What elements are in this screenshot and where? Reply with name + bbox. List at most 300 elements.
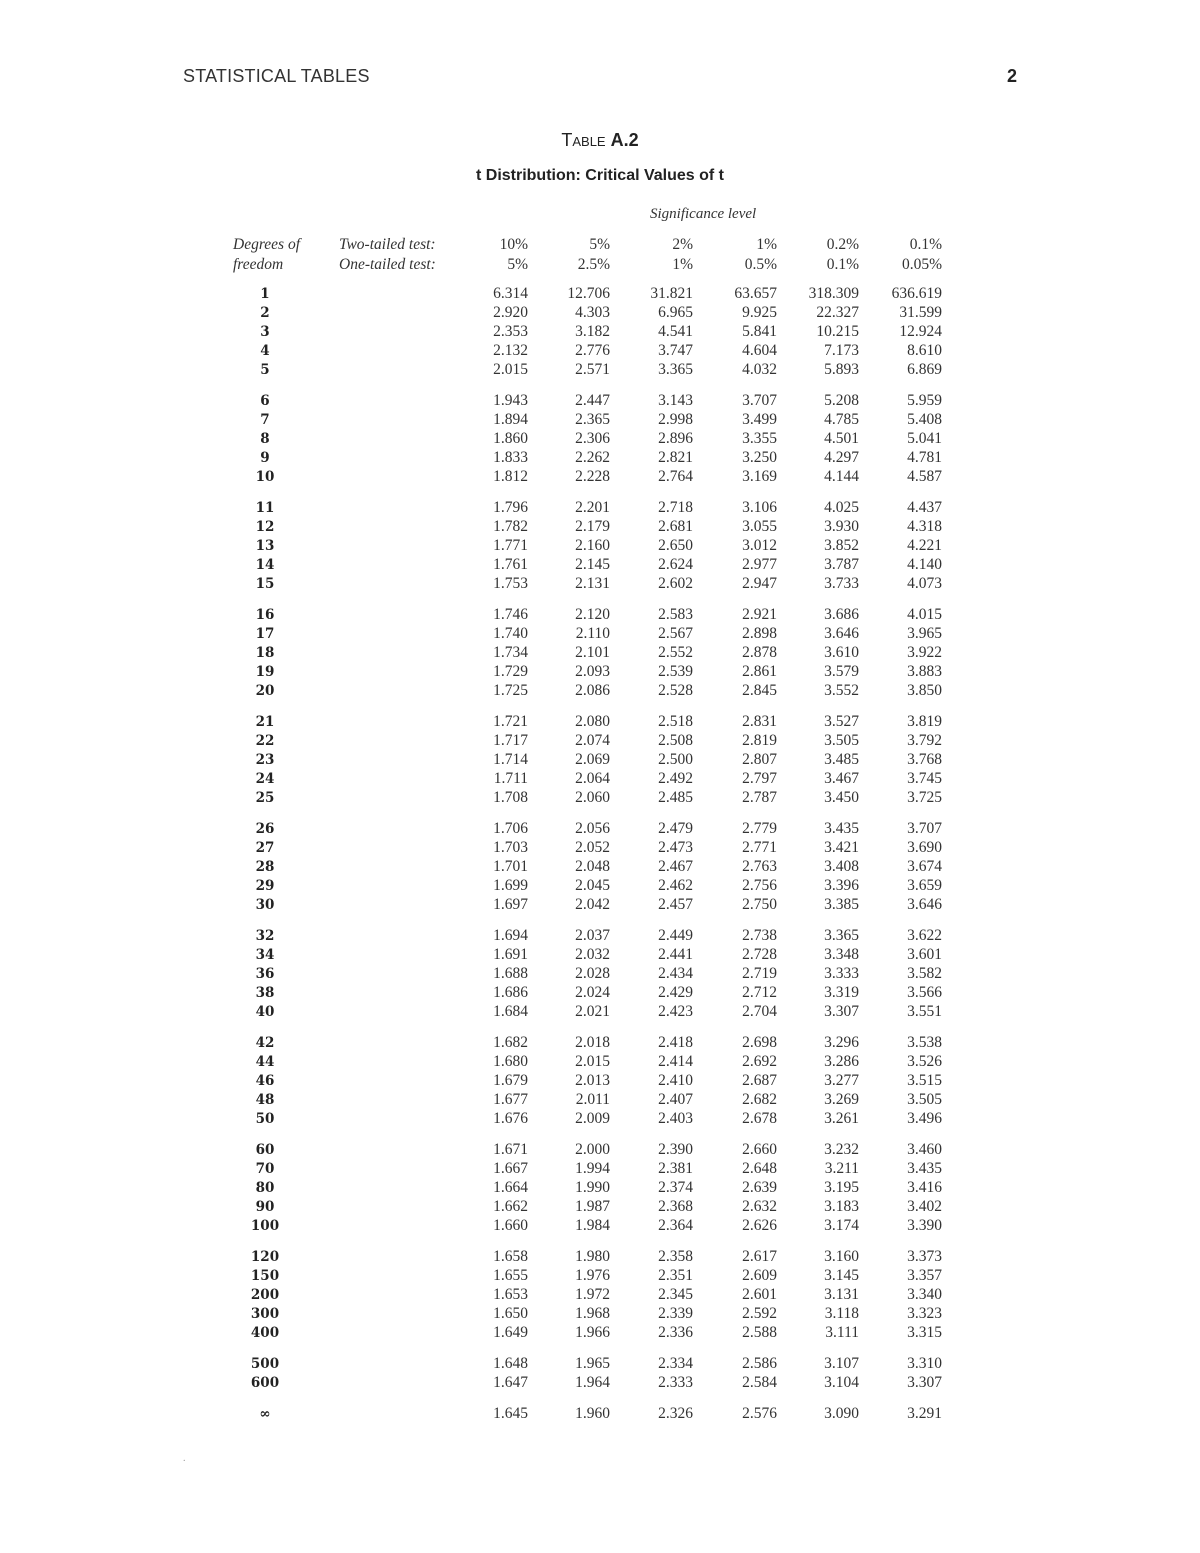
critical-value-cell: 3.552: [824, 682, 859, 699]
critical-value-cell: 3.261: [824, 1110, 859, 1127]
significance-level-label: Significance level: [650, 206, 757, 222]
critical-value-cell: 4.604: [742, 342, 777, 359]
critical-value-cell: 3.435: [907, 1160, 942, 1177]
critical-value-cell: 12.706: [567, 285, 610, 302]
critical-value-cell: 3.883: [907, 663, 942, 680]
critical-value-cell: 2.457: [658, 896, 693, 913]
critical-value-cell: 1.679: [493, 1072, 528, 1089]
critical-value-cell: 3.232: [824, 1141, 859, 1158]
critical-value-cell: 1.684: [493, 1003, 528, 1020]
critical-value-cell: 636.619: [891, 285, 942, 302]
critical-value-cell: 1.990: [575, 1179, 610, 1196]
critical-value-cell: 3.601: [907, 946, 942, 963]
df-label-line1: Degrees of: [233, 236, 301, 253]
df-label-line2: freedom: [233, 256, 284, 273]
df-value: 12: [255, 519, 275, 535]
critical-value-cell: 3.315: [907, 1324, 942, 1341]
critical-value-cell: 2.467: [658, 858, 693, 875]
critical-value-cell: 3.485: [824, 751, 859, 768]
critical-value-cell: 1.987: [575, 1198, 610, 1215]
critical-value-cell: 2.414: [658, 1053, 693, 1070]
critical-value-cell: 2.262: [575, 449, 610, 466]
critical-value-cell: 8.610: [907, 342, 942, 359]
critical-value-cell: 1.706: [493, 820, 528, 837]
df-value: 24: [255, 771, 275, 787]
critical-value-cell: 3.183: [824, 1198, 859, 1215]
critical-value-cell: 3.174: [824, 1217, 859, 1234]
critical-value-cell: 2.052: [575, 839, 610, 856]
critical-value-cell: 1.671: [493, 1141, 528, 1158]
df-value: 42: [255, 1035, 275, 1051]
critical-value-cell: 3.922: [907, 644, 942, 661]
critical-value-cell: 3.582: [907, 965, 942, 982]
one-tailed-level: 0.05%: [901, 256, 942, 273]
df-value: 21: [255, 714, 275, 730]
df-value: 7: [260, 412, 270, 428]
critical-value-cell: 2.228: [575, 468, 610, 485]
critical-value-cell: 3.182: [575, 323, 610, 340]
critical-value-cell: 4.587: [907, 468, 942, 485]
critical-value-cell: 3.348: [824, 946, 859, 963]
critical-value-cell: 1.965: [575, 1355, 610, 1372]
critical-value-cell: 2.374: [658, 1179, 693, 1196]
df-value: 10: [255, 469, 275, 485]
critical-value-cell: 2.718: [658, 499, 693, 516]
table-subtitle: t Distribution: Critical Values of t: [475, 167, 725, 184]
critical-value-cell: 1.653: [493, 1286, 528, 1303]
critical-value-cell: 1.725: [493, 682, 528, 699]
critical-value-cell: 2.485: [658, 789, 693, 806]
critical-value-cell: 2.110: [575, 625, 610, 642]
page-header-title: STATISTICAL TABLES: [183, 66, 370, 86]
critical-value-cell: 2.179: [575, 518, 610, 535]
critical-value-cell: 2.345: [658, 1286, 693, 1303]
critical-value-cell: 5.041: [907, 430, 942, 447]
df-value: 26: [255, 821, 275, 837]
df-value: 23: [255, 752, 275, 768]
critical-value-cell: 4.303: [575, 304, 610, 321]
critical-value-cell: 2.998: [658, 411, 693, 428]
critical-value-cell: 2.738: [742, 927, 777, 944]
critical-value-cell: 2.728: [742, 946, 777, 963]
critical-value-cell: 1.943: [493, 392, 528, 409]
critical-value-cell: 2.015: [575, 1053, 610, 1070]
critical-value-cell: 3.319: [824, 984, 859, 1001]
df-value: 4: [260, 343, 270, 359]
critical-value-cell: 2.639: [742, 1179, 777, 1196]
critical-value-cell: 3.416: [907, 1179, 942, 1196]
one-tailed-label: One-tailed test:: [339, 256, 436, 273]
critical-value-cell: 2.339: [658, 1305, 693, 1322]
critical-value-cell: 3.819: [907, 713, 942, 730]
critical-value-cell: 4.025: [824, 499, 859, 516]
critical-value-cell: 2.101: [575, 644, 610, 661]
critical-value-cell: 3.131: [824, 1286, 859, 1303]
critical-value-cell: 3.118: [824, 1305, 859, 1322]
critical-value-cell: 1.686: [493, 984, 528, 1001]
critical-value-cell: 2.015: [493, 361, 528, 378]
critical-value-cell: 2.358: [658, 1248, 693, 1265]
df-value: 90: [255, 1199, 275, 1215]
critical-value-cell: 2.333: [658, 1374, 693, 1391]
critical-value-cell: 1.694: [493, 927, 528, 944]
critical-value-cell: 2.429: [658, 984, 693, 1001]
critical-value-cell: 2.878: [742, 644, 777, 661]
critical-value-cell: 2.418: [658, 1034, 693, 1051]
critical-value-cell: 3.505: [824, 732, 859, 749]
critical-value-cell: 2.131: [575, 575, 610, 592]
df-value: 13: [255, 538, 275, 554]
critical-value-cell: 2.060: [575, 789, 610, 806]
critical-value-cell: 1.676: [493, 1110, 528, 1127]
df-value: 6: [260, 393, 270, 409]
two-tailed-level: 0.1%: [909, 236, 942, 253]
critical-value-cell: 2.364: [658, 1217, 693, 1234]
critical-value-cell: 2.698: [742, 1034, 777, 1051]
critical-value-cell: 2.632: [742, 1198, 777, 1215]
critical-value-cell: 2.602: [658, 575, 693, 592]
critical-value-cell: 3.850: [907, 682, 942, 699]
critical-value-cell: 3.551: [907, 1003, 942, 1020]
critical-value-cell: 3.291: [907, 1405, 942, 1422]
critical-value-cell: 2.132: [493, 342, 528, 359]
df-value: 50: [255, 1111, 275, 1127]
critical-value-cell: 3.365: [658, 361, 693, 378]
critical-value-cell: 1.972: [575, 1286, 610, 1303]
critical-value-cell: 2.648: [742, 1160, 777, 1177]
critical-value-cell: 2.719: [742, 965, 777, 982]
critical-value-cell: 1.703: [493, 839, 528, 856]
critical-value-cell: 2.145: [575, 556, 610, 573]
critical-value-cell: 1.711: [493, 770, 528, 787]
critical-value-cell: 2.080: [575, 713, 610, 730]
table-title-id: A.2: [610, 130, 639, 150]
critical-value-cell: 2.552: [658, 644, 693, 661]
critical-value-cell: 3.686: [824, 606, 859, 623]
critical-value-cell: 2.201: [575, 499, 610, 516]
df-value: 8: [260, 431, 270, 447]
critical-value-cell: 4.501: [824, 430, 859, 447]
critical-value-cell: 3.467: [824, 770, 859, 787]
critical-value-cell: 1.648: [493, 1355, 528, 1372]
critical-value-cell: 1.782: [493, 518, 528, 535]
df-value: 18: [255, 645, 275, 661]
critical-value-cell: 5.959: [907, 392, 942, 409]
critical-value-cell: 2.588: [742, 1324, 777, 1341]
df-value: 200: [250, 1287, 280, 1303]
critical-value-cell: 2.423: [658, 1003, 693, 1020]
critical-value-cell: 1.729: [493, 663, 528, 680]
two-tailed-level: 1%: [756, 236, 777, 253]
critical-value-cell: 2.861: [742, 663, 777, 680]
one-tailed-level: 0.1%: [826, 256, 859, 273]
critical-value-cell: 2.064: [575, 770, 610, 787]
critical-value-cell: 2.764: [658, 468, 693, 485]
critical-value-cell: 63.657: [734, 285, 777, 302]
critical-value-cell: 2.567: [658, 625, 693, 642]
critical-value-cell: 2.821: [658, 449, 693, 466]
critical-value-cell: 3.538: [907, 1034, 942, 1051]
critical-value-cell: 2.592: [742, 1305, 777, 1322]
df-value: 11: [255, 500, 275, 516]
critical-value-cell: 2.441: [658, 946, 693, 963]
critical-value-cell: 2.074: [575, 732, 610, 749]
critical-value-cell: 1.708: [493, 789, 528, 806]
critical-value-cell: 3.792: [907, 732, 942, 749]
critical-value-cell: 1.984: [575, 1217, 610, 1234]
critical-value-cell: 2.750: [742, 896, 777, 913]
critical-value-cell: 3.269: [824, 1091, 859, 1108]
critical-value-cell: 2.921: [742, 606, 777, 623]
df-value: 16: [255, 607, 275, 623]
critical-value-cell: 2.390: [658, 1141, 693, 1158]
critical-value-cell: 3.211: [824, 1160, 859, 1177]
critical-value-cell: 2.045: [575, 877, 610, 894]
critical-value-cell: 4.781: [907, 449, 942, 466]
df-value: 44: [255, 1054, 275, 1070]
critical-value-cell: 5.208: [824, 392, 859, 409]
critical-value-cell: 5.893: [824, 361, 859, 378]
critical-value-cell: 1.894: [493, 411, 528, 428]
table-title: [0, 130, 1200, 151]
df-value: 400: [250, 1325, 280, 1341]
critical-value-cell: 2.024: [575, 984, 610, 1001]
critical-value-cell: 2.368: [658, 1198, 693, 1215]
critical-value-cell: 3.195: [824, 1179, 859, 1196]
critical-value-cell: 2.712: [742, 984, 777, 1001]
critical-value-cell: 3.286: [824, 1053, 859, 1070]
critical-value-cell: 2.586: [742, 1355, 777, 1372]
critical-value-cell: 1.701: [493, 858, 528, 875]
one-tailed-level: 5%: [507, 256, 528, 273]
critical-value-cell: 1.662: [493, 1198, 528, 1215]
critical-value-cell: 2.650: [658, 537, 693, 554]
critical-value-cell: 3.277: [824, 1072, 859, 1089]
critical-value-cell: 2.407: [658, 1091, 693, 1108]
critical-value-cell: 4.140: [907, 556, 942, 573]
critical-value-cell: 1.796: [493, 499, 528, 516]
critical-value-cell: 1.647: [493, 1374, 528, 1391]
critical-value-cell: 3.385: [824, 896, 859, 913]
critical-value-cell: 2.682: [742, 1091, 777, 1108]
critical-value-cell: 2.920: [493, 304, 528, 321]
critical-value-cell: 2.776: [575, 342, 610, 359]
critical-value-cell: 3.768: [907, 751, 942, 768]
critical-value-cell: 3.505: [907, 1091, 942, 1108]
critical-value-cell: 2.403: [658, 1110, 693, 1127]
critical-value-cell: 2.583: [658, 606, 693, 623]
critical-value-cell: 2.000: [575, 1141, 610, 1158]
critical-value-cell: 2.479: [658, 820, 693, 837]
two-tailed-level: 0.2%: [826, 236, 859, 253]
critical-value-cell: 3.373: [907, 1248, 942, 1265]
critical-value-cell: 5.408: [907, 411, 942, 428]
critical-value-cell: 3.747: [658, 342, 693, 359]
critical-value-cell: 1.714: [493, 751, 528, 768]
page-number: 2: [1006, 66, 1017, 86]
critical-value-cell: 2.977: [742, 556, 777, 573]
critical-value-cell: 3.499: [742, 411, 777, 428]
critical-value-cell: 3.421: [824, 839, 859, 856]
two-tailed-level: 5%: [589, 236, 610, 253]
critical-value-cell: 3.402: [907, 1198, 942, 1215]
critical-value-cell: 3.610: [824, 644, 859, 661]
critical-value-cell: 3.296: [824, 1034, 859, 1051]
df-value: 500: [250, 1356, 280, 1372]
df-value: 70: [255, 1161, 275, 1177]
critical-value-cell: 2.086: [575, 682, 610, 699]
critical-value-cell: 3.965: [907, 625, 942, 642]
critical-value-cell: 1.677: [493, 1091, 528, 1108]
critical-value-cell: 3.145: [824, 1267, 859, 1284]
critical-value-cell: 2.898: [742, 625, 777, 642]
critical-value-cell: 2.326: [658, 1405, 693, 1422]
df-value: 600: [250, 1375, 280, 1391]
critical-value-cell: 2.037: [575, 927, 610, 944]
one-tailed-level: 1%: [672, 256, 693, 273]
critical-value-cell: 4.073: [907, 575, 942, 592]
df-value: 25: [255, 790, 275, 806]
critical-value-cell: 3.111: [825, 1324, 859, 1341]
critical-value-cell: 2.500: [658, 751, 693, 768]
critical-value-cell: 1.664: [493, 1179, 528, 1196]
critical-value-cell: 2.462: [658, 877, 693, 894]
df-value: 9: [260, 450, 270, 466]
critical-value-cell: 3.725: [907, 789, 942, 806]
critical-value-cell: 3.143: [658, 392, 693, 409]
critical-value-cell: 1.649: [493, 1324, 528, 1341]
critical-value-cell: 2.334: [658, 1355, 693, 1372]
df-value: ∞: [259, 1406, 271, 1422]
critical-value-cell: 3.408: [824, 858, 859, 875]
critical-value-cell: 2.042: [575, 896, 610, 913]
table-title-prefix: Table: [561, 130, 606, 150]
critical-value-cell: 7.173: [824, 342, 859, 359]
critical-value-cell: 2.032: [575, 946, 610, 963]
df-value: 34: [255, 947, 275, 963]
critical-value-cell: 3.745: [907, 770, 942, 787]
critical-value-cell: 3.930: [824, 518, 859, 535]
two-tailed-level: 2%: [672, 236, 693, 253]
critical-value-cell: 3.622: [907, 927, 942, 944]
df-value: 29: [255, 878, 275, 894]
critical-value-cell: 1.964: [575, 1374, 610, 1391]
critical-value-cell: 3.527: [824, 713, 859, 730]
critical-value-cell: 2.508: [658, 732, 693, 749]
df-value: 17: [255, 626, 275, 642]
critical-value-cell: 1.976: [575, 1267, 610, 1284]
critical-value-cell: 3.515: [907, 1072, 942, 1089]
critical-value-cell: 1.688: [493, 965, 528, 982]
critical-value-cell: 2.797: [742, 770, 777, 787]
critical-value-cell: 6.869: [907, 361, 942, 378]
one-tailed-level: 2.5%: [577, 256, 610, 273]
critical-value-cell: 2.028: [575, 965, 610, 982]
critical-value-cell: 2.381: [658, 1160, 693, 1177]
df-value: 80: [255, 1180, 275, 1196]
critical-value-cell: 2.609: [742, 1267, 777, 1284]
critical-value-cell: 3.396: [824, 877, 859, 894]
critical-value-cell: 3.104: [824, 1374, 859, 1391]
critical-value-cell: 10.215: [816, 323, 859, 340]
critical-value-cell: 2.473: [658, 839, 693, 856]
critical-value-cell: 3.310: [907, 1355, 942, 1372]
critical-value-cell: 3.579: [824, 663, 859, 680]
critical-value-cell: 2.120: [575, 606, 610, 623]
critical-value-cell: 4.541: [658, 323, 693, 340]
critical-value-cell: 3.250: [742, 449, 777, 466]
critical-value-cell: 4.785: [824, 411, 859, 428]
critical-value-cell: 3.012: [742, 537, 777, 554]
critical-value-cell: 4.437: [907, 499, 942, 516]
critical-value-cell: 2.771: [742, 839, 777, 856]
critical-value-cell: 3.450: [824, 789, 859, 806]
critical-value-cell: 1.697: [493, 896, 528, 913]
critical-value-cell: 1.968: [575, 1305, 610, 1322]
critical-value-cell: 2.410: [658, 1072, 693, 1089]
df-value: 15: [255, 576, 275, 592]
critical-value-cell: 2.571: [575, 361, 610, 378]
critical-value-cell: 3.659: [907, 877, 942, 894]
critical-value-cell: 1.682: [493, 1034, 528, 1051]
critical-value-cell: 5.841: [742, 323, 777, 340]
critical-value-cell: 2.584: [742, 1374, 777, 1391]
critical-value-cell: 2.947: [742, 575, 777, 592]
critical-value-cell: 2.787: [742, 789, 777, 806]
critical-value-cell: 2.704: [742, 1003, 777, 1020]
df-value: 46: [255, 1073, 275, 1089]
critical-value-cell: 1.734: [493, 644, 528, 661]
critical-value-cell: 2.756: [742, 877, 777, 894]
critical-value-cell: 1.994: [575, 1160, 610, 1177]
critical-value-cell: 2.492: [658, 770, 693, 787]
critical-value-cell: 2.896: [658, 430, 693, 447]
critical-value-cell: 31.821: [650, 285, 693, 302]
critical-value-cell: 2.093: [575, 663, 610, 680]
critical-value-cell: 2.447: [575, 392, 610, 409]
critical-value-cell: 6.965: [658, 304, 693, 321]
critical-value-cell: 3.169: [742, 468, 777, 485]
critical-value-cell: 3.090: [824, 1405, 859, 1422]
critical-value-cell: 1.667: [493, 1160, 528, 1177]
critical-value-cell: 3.107: [824, 1355, 859, 1372]
critical-value-cell: 4.015: [907, 606, 942, 623]
critical-value-cell: 2.518: [658, 713, 693, 730]
critical-value-cell: 2.660: [742, 1141, 777, 1158]
df-value: 28: [255, 859, 275, 875]
critical-value-cell: 2.160: [575, 537, 610, 554]
critical-value-cell: 1.960: [575, 1405, 610, 1422]
critical-value-cell: 1.645: [493, 1405, 528, 1422]
footer-mark: .: [183, 1453, 186, 1464]
df-value: 150: [250, 1268, 280, 1284]
one-tailed-level: 0.5%: [744, 256, 777, 273]
critical-value-cell: 2.624: [658, 556, 693, 573]
critical-value-cell: 1.746: [493, 606, 528, 623]
critical-value-cell: 1.860: [493, 430, 528, 447]
critical-value-cell: 1.721: [493, 713, 528, 730]
critical-value-cell: 3.496: [907, 1110, 942, 1127]
critical-value-cell: 3.307: [824, 1003, 859, 1020]
critical-value-cell: 2.336: [658, 1324, 693, 1341]
critical-value-cell: 4.032: [742, 361, 777, 378]
critical-value-cell: 3.340: [907, 1286, 942, 1303]
critical-value-cell: 318.309: [808, 285, 859, 302]
df-value: 22: [255, 733, 275, 749]
two-tailed-label: Two-tailed test:: [339, 236, 436, 253]
critical-value-cell: 3.333: [824, 965, 859, 982]
critical-value-cell: 2.601: [742, 1286, 777, 1303]
